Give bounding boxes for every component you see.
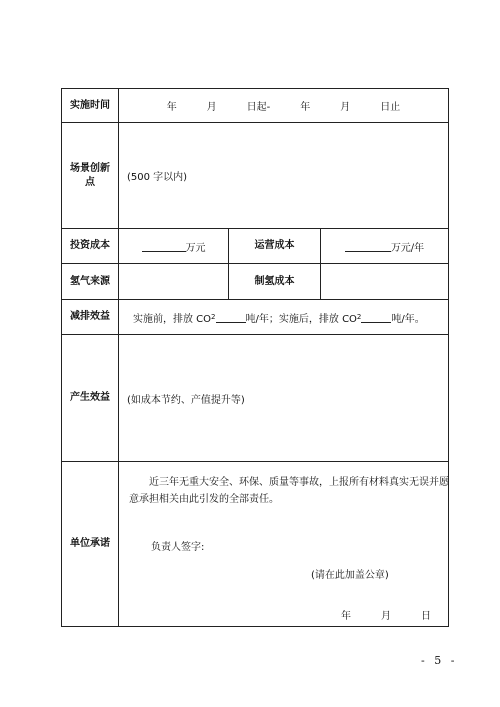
emission-before-blank [216, 312, 246, 323]
innovation-row [62, 123, 448, 229]
emission-label: 减排效益 [62, 300, 119, 334]
invest-blank [142, 241, 186, 252]
commitment-row [62, 462, 448, 626]
signer-label: 负责人签字: [151, 542, 205, 553]
hydrogen-source-label: 氢气来源 [62, 264, 119, 299]
commitment-line-2: 意承担相关由此引发的全部责任。 [129, 494, 279, 505]
innovation-label [62, 123, 119, 228]
hydrogen-row [62, 264, 448, 300]
emission-after-blank [361, 312, 391, 323]
innovation-label-line1: 场景创新 [70, 162, 110, 174]
opex-label: 运营成本 [229, 229, 321, 263]
co2-subscript-2: 2 [356, 313, 362, 321]
benefit-row [62, 335, 448, 462]
page-number: - 5 - [421, 654, 458, 667]
invest-field[interactable] [119, 229, 229, 263]
hydrogen-cost-field[interactable] [321, 264, 448, 299]
cost-row [62, 229, 448, 264]
time-value[interactable]: 年 月 日起- 年 月 日止 [166, 102, 401, 113]
emission-before: 实施前，排放 CO [133, 313, 212, 325]
time-row [62, 89, 448, 123]
innovation-field[interactable] [119, 123, 448, 228]
application-form-table [61, 88, 449, 627]
hydrogen-cost-label: 制氢成本 [229, 264, 321, 299]
opex-unit: 万元/年 [390, 242, 425, 254]
opex-blank [345, 241, 391, 252]
commitment-date[interactable]: 年 月 日 [341, 611, 431, 622]
benefit-label: 产生效益 [62, 335, 119, 461]
invest-unit: 万元 [185, 242, 206, 254]
emission-field[interactable] [119, 300, 448, 334]
benefit-hint: (如成本节约、产值提升等) [127, 394, 245, 406]
commitment-field[interactable] [119, 462, 448, 626]
hydrogen-source-field[interactable] [119, 264, 229, 299]
invest-label: 投资成本 [62, 229, 119, 263]
emission-row [62, 300, 448, 335]
commitment-line-1: 近三年无重大安全、环保、质量等事故，上报所有材料真实无误并愿 [149, 477, 449, 488]
innovation-label-line2: 点 [85, 176, 95, 188]
emission-unit1: 吨/年；实施后，排放 CO [245, 313, 357, 325]
opex-field[interactable] [321, 229, 448, 263]
stamp-note: (请在此加盖公章) [311, 570, 389, 581]
commitment-label: 单位承诺 [62, 462, 119, 626]
innovation-hint: (500 字以内) [127, 172, 188, 183]
emission-unit2: 吨/年。 [391, 313, 425, 325]
benefit-field[interactable] [119, 335, 448, 461]
co2-subscript-1: 2 [211, 313, 216, 321]
time-label: 实施时间 [62, 89, 119, 122]
commitment-statement [129, 474, 449, 508]
